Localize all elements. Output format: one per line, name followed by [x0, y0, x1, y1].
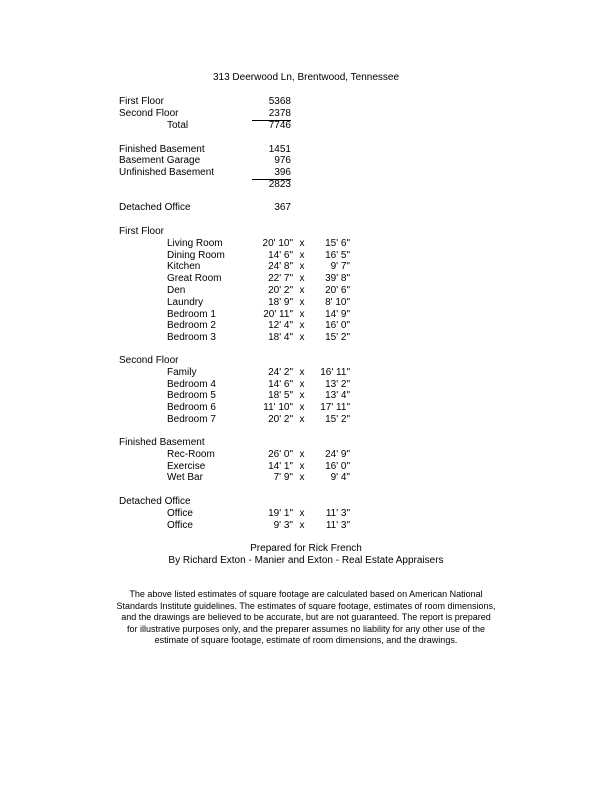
- room-width: 26' 0": [268, 448, 293, 460]
- detached-office-value: 367: [274, 202, 291, 213]
- room-length: 15' 2": [325, 414, 350, 425]
- times-symbol: x: [299, 402, 305, 414]
- page-title: 313 Deerwood Ln, Brentwood, Tennessee: [212, 72, 400, 83]
- room-length: 17' 11": [320, 402, 350, 414]
- unfinished-basement-value: 396: [252, 167, 291, 180]
- room-width: 20' 2": [268, 414, 293, 425]
- times-symbol: x: [299, 237, 305, 249]
- second-floor-value: 2378: [252, 108, 291, 121]
- room-length: 14' 9": [325, 308, 350, 320]
- room-width: 12' 4": [268, 320, 293, 332]
- times-symbol: x: [299, 378, 305, 390]
- room-width: 11' 10": [263, 402, 293, 414]
- room-length: 16' 0": [325, 320, 350, 332]
- section-title: Detached Office: [119, 496, 191, 507]
- room-width: 14' 6": [268, 249, 293, 261]
- room-width: 24' 2": [268, 366, 293, 378]
- detached-office-label: Detached Office: [119, 202, 191, 213]
- room-name: Living Room: [167, 237, 223, 249]
- room-width: 22' 7": [268, 273, 293, 285]
- room-name: Bedroom 2: [167, 320, 216, 332]
- room-width: 18' 4": [268, 332, 293, 344]
- times-symbol: x: [299, 507, 305, 519]
- room-length: 20' 6": [325, 285, 350, 296]
- room-length: 9' 7": [330, 261, 350, 273]
- section-title: Finished Basement: [119, 437, 205, 448]
- prepared-for: Prepared for Rick French: [250, 543, 362, 554]
- room-width: 14' 1": [268, 460, 293, 472]
- times-symbol: x: [299, 320, 305, 332]
- first-floor-label: First Floor: [119, 96, 164, 107]
- room-name: Bedroom 4: [167, 378, 216, 390]
- room-length: 15' 6": [325, 237, 350, 249]
- times-symbol: x: [299, 261, 305, 273]
- times-symbol: x: [299, 448, 305, 460]
- room-name: Bedroom 6: [167, 402, 216, 414]
- room-name: Exercise: [167, 460, 206, 472]
- room-width: 20' 2": [268, 285, 293, 296]
- room-length: 13' 4": [325, 390, 350, 402]
- finished-basement-value: 1451: [268, 144, 291, 155]
- times-symbol: x: [299, 472, 305, 484]
- times-symbol: x: [299, 249, 305, 261]
- room-name: Bedroom 5: [167, 390, 216, 402]
- prepared-by: By Richard Exton - Manier and Exton - Real Estate Appraisers: [168, 555, 444, 566]
- times-symbol: x: [299, 414, 305, 425]
- room-name: Bedroom 7: [167, 414, 216, 425]
- room-name: Laundry: [167, 296, 204, 308]
- first-floor-value: 5368: [268, 96, 291, 107]
- room-width: 18' 5": [268, 390, 293, 402]
- room-width: 18' 9": [268, 296, 293, 308]
- room-width: 14' 6": [268, 378, 293, 390]
- times-symbol: x: [299, 390, 305, 402]
- basement-total-value: 2823: [268, 179, 291, 190]
- room-name: Wet Bar: [167, 472, 203, 484]
- room-length: 16' 5": [325, 249, 350, 261]
- room-name: Office: [167, 507, 193, 519]
- room-length: 13' 2": [325, 378, 350, 390]
- room-width: 20' 10": [262, 237, 293, 249]
- room-length: 16' 11": [320, 366, 350, 378]
- room-name: Office: [167, 519, 193, 531]
- room-name: Rec-Room: [167, 448, 215, 460]
- room-width: 9' 3": [273, 519, 293, 531]
- times-symbol: x: [299, 273, 305, 285]
- basement-garage-label: Basement Garage: [119, 155, 201, 166]
- room-width: 24' 8": [268, 261, 293, 273]
- room-length: 24' 9": [325, 448, 350, 460]
- second-floor-label: Second Floor: [119, 108, 179, 119]
- times-symbol: x: [299, 285, 305, 296]
- room-length: 8' 10": [325, 296, 350, 308]
- room-width: 19' 1": [268, 507, 293, 519]
- times-symbol: x: [299, 296, 305, 308]
- room-length: 16' 0": [325, 460, 350, 472]
- room-length: 11' 3": [325, 507, 350, 519]
- room-width: 7' 9": [273, 472, 293, 484]
- room-name: Bedroom 3: [167, 332, 216, 344]
- times-symbol: x: [299, 366, 305, 378]
- room-length: 15' 2": [325, 332, 350, 344]
- times-symbol: x: [299, 519, 305, 531]
- times-symbol: x: [299, 460, 305, 472]
- unfinished-basement-label: Unfinished Basement: [119, 167, 215, 178]
- room-length: 9' 4": [330, 472, 350, 484]
- room-width: 20' 11": [263, 308, 293, 320]
- finished-basement-label: Finished Basement: [119, 144, 205, 155]
- room-name: Bedroom 1: [167, 308, 216, 320]
- room-name: Dining Room: [167, 249, 225, 261]
- room-length: 39' 8": [325, 273, 350, 285]
- times-symbol: x: [299, 332, 305, 344]
- basement-garage-value: 976: [274, 155, 291, 166]
- section-title: First Floor: [119, 226, 164, 237]
- times-symbol: x: [299, 308, 305, 320]
- room-name: Family: [167, 366, 197, 378]
- room-name: Den: [167, 285, 186, 296]
- section-title: Second Floor: [119, 355, 179, 366]
- room-length: 11' 3": [325, 519, 350, 531]
- disclaimer-text: The above listed estimates of square footage are calculated based on American National Standards Institute guidelines. The estimates of square footage, estimates of room dimensions, and the drawings are believed to be accurate, but are not guaranteed. The report is prepared for illustrative purposes only, and the preparer assumes no liability for any other use of the estimate of square footage, estimate of room dimensions, and the drawings.: [116, 589, 496, 645]
- room-name: Great Room: [167, 273, 222, 285]
- total-label: Total: [167, 120, 189, 131]
- total-value: 7746: [268, 120, 291, 131]
- room-name: Kitchen: [167, 261, 201, 273]
